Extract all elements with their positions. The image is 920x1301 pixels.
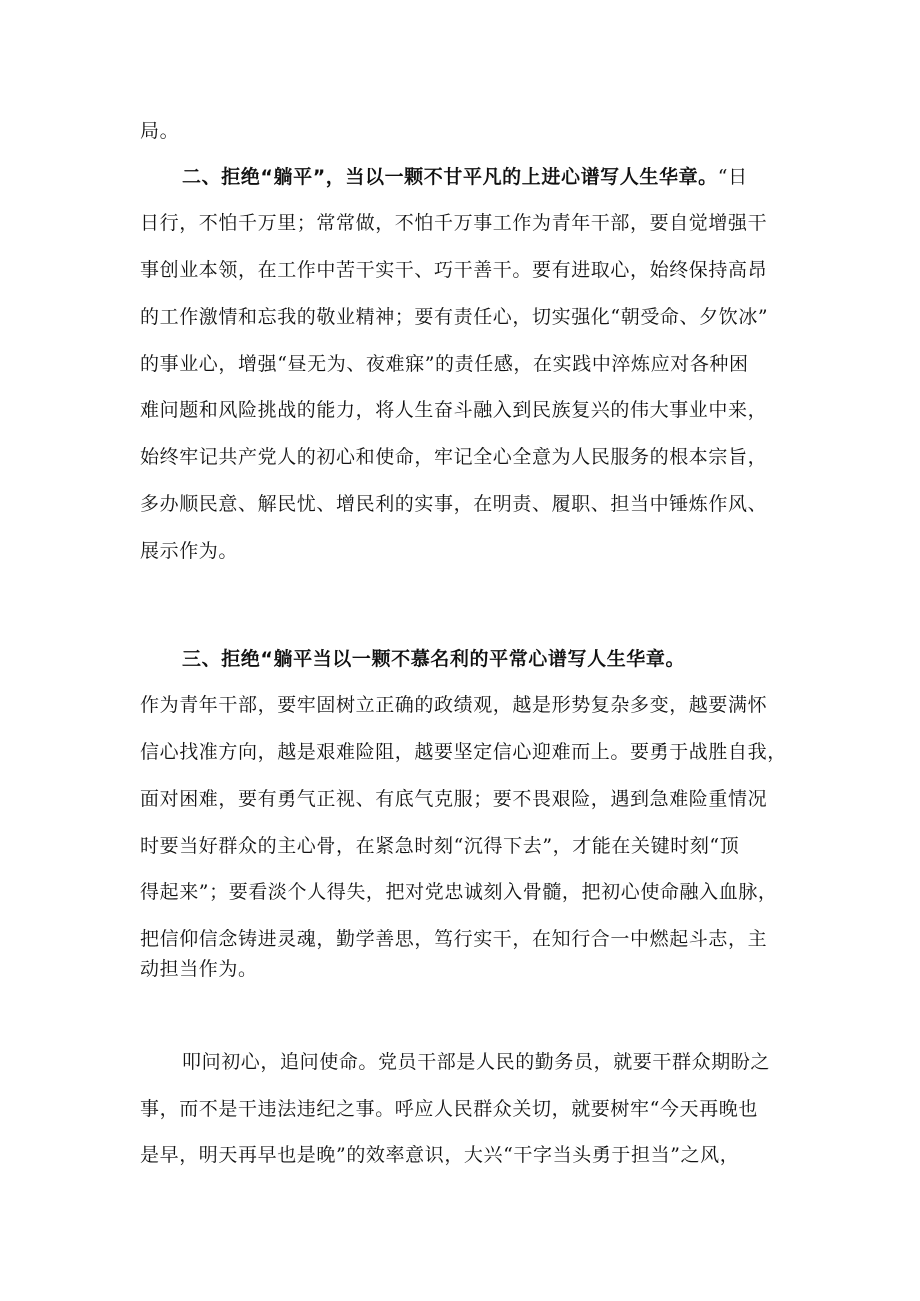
section2-line: 日行，不怕千万里；常常做，不怕千万事工作为青年干部，要自觉增强干	[140, 212, 768, 234]
closing-line: 事，而不是干违法违纪之事。呼应人民群众关切，就要树牢“今天再晚也	[140, 1098, 758, 1120]
section2-line: 难问题和风险挑战的能力，将人生奋斗融入到民族复兴的伟大事业中来，	[140, 399, 768, 421]
section2-line: 展示作为。	[140, 540, 239, 562]
section2-line: 的工作激情和忘我的敬业精神；要有责任心，切实强化“朝受命、夕饮冰”	[140, 306, 769, 328]
section3-heading: 三、拒绝“躺平当以一颗不慕名利的平常心谱写人生华章。	[182, 648, 686, 670]
section3-line: 作为青年干部，要牢固树立正确的政绩观，越是形势复杂多变，越要满怀	[140, 694, 768, 716]
section3-line: 面对困难，要有勇气正视、有底气克服；要不畏艰险，遇到急难险重情况	[140, 788, 768, 810]
closing-line: 叩问初心，追问使命。党员干部是人民的勤务员，就要干群众期盼之	[182, 1051, 771, 1073]
section2-line: 多办顺民意、解民忧、增民利的实事，在明责、履职、担当中锤炼作风、	[140, 493, 768, 515]
section3-line: 动担当作为。	[140, 958, 258, 980]
paragraph-fragment-end: 局。	[140, 120, 180, 142]
section2-lead-in: “日	[717, 166, 748, 188]
section2-line: 的事业心，增强“昼无为、夜难寐”的责任感，在实践中淬炼应对各种困	[140, 353, 749, 375]
section3-line: 信心找准方向，越是艰难险阻，越要坚定信心迎难而上。要勇于战胜自我，	[140, 741, 787, 763]
section2-line: 事创业本领，在工作中苦干实干、巧干善干。要有进取心，始终保持高昂	[140, 259, 768, 281]
section2-heading: 二、拒绝“躺平”，当以一颗不甘平凡的上进心谱写人生华章。	[182, 166, 718, 188]
closing-line: 是早，明天再早也是晚”的效率意识，大兴“干字当头勇于担当”之风，	[140, 1144, 740, 1166]
section3-line: 把信仰信念铸进灵魂，勤学善思，笃行实干，在知行合一中燃起斗志，主	[140, 928, 768, 950]
section3-line: 时要当好群众的主心骨，在紧急时刻“沉得下去”，才能在关键时刻“顶	[140, 835, 740, 857]
section3-line: 得起来”；要看淡个人得失，把对党忠诚刻入骨髓，把初心使命融入血脉，	[140, 881, 778, 903]
section2-line: 始终牢记共产党人的初心和使命，牢记全心全意为人民服务的根本宗旨，	[140, 446, 768, 468]
section2-first-line	[182, 165, 800, 189]
